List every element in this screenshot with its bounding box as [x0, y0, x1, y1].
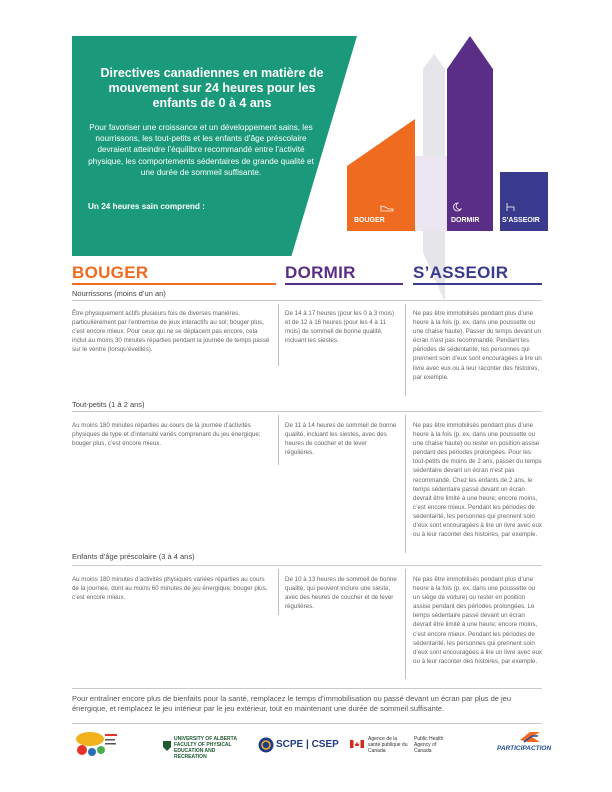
hero-banner [72, 36, 542, 256]
column-divider [405, 569, 406, 679]
column-divider [405, 415, 406, 553]
section-rule [72, 300, 542, 301]
csep-emblem-icon [258, 737, 274, 753]
infants-sit-text: Ne pas être immobilisés pendant plus d’une heure à la fois (p. ex. dans une poussette ou une chaise haute). Passer du temps devant un écran n’est pas recommandé. Pendant les périodes de sédentarité, les personnes qui prennent soin d’eux sont encouragées à lire un livre avec eux ou à leur raconter des histoires, par exemple. [413, 310, 542, 381]
column-divider [278, 415, 279, 465]
column-header-move: BOUGER [72, 263, 149, 282]
infants-sleep-text: De 14 à 17 heures (pour les 0 à 3 mois) et de 12 à 16 heures (pour les 4 à 11 mois) de sommeil de bonne qualité, incluant les siestes. [285, 310, 395, 345]
csep-logo-text: SCPE | CSEP [276, 739, 339, 750]
shoe-icon [380, 204, 394, 212]
participaction-logo-text: PARTICIPACTION [497, 745, 552, 752]
phac-logo-text-en: Public Health Agency of Canada [414, 736, 444, 754]
cheo-logo [72, 730, 118, 760]
hero-subtitle: Un 24 heures sain comprend : [88, 202, 205, 211]
toddlers-sleep-text: De 11 à 14 heures de sommeil de bonne qualité, incluant les siestes, avec des heures de coucher et de lever régulières. [285, 422, 397, 457]
ualberta-crest-icon [162, 740, 172, 752]
moon-icon [452, 202, 462, 212]
preschoolers-sleep-text: De 10 à 13 heures de sommeil de bonne qualité, qui peuvent inclure une sieste, avec des heures de coucher et de lever régulières. [285, 576, 397, 611]
ualberta-logo-text: UNIVERSITY OF ALBERTA FACULTY OF PHYSICAL EDUCATION AND RECREATION [174, 736, 237, 760]
preschoolers-move-text: Au moins 180 minutes d’activités physiques variées réparties au cours de la journée, dont au moins 60 minutes de jeu énergique; bouger plus, c’est encore mieux. [72, 576, 268, 602]
infants-move-text: Être physiquement actifs plusieurs fois de diverses manières, particulièrement par l’entremise de jeux interactifs au sol; bouger plus, c’est encore mieux. Pour ceux qui ne se déplacent pas encore, cela inclut au moins 30 minutes réparties pendant la journée de temps passé sur le ventre (lorsqu’éveillés). [72, 310, 270, 354]
column-rule-sit [413, 283, 542, 285]
footer-rule [72, 688, 542, 689]
participaction-swoosh-icon [518, 730, 542, 744]
preschoolers-sit-text: Ne pas être immobilisés pendant plus d’une heure à la fois (p. ex. dans une poussette ou un siège de voiture) ou rester en position assise pendant des périodes prolongées. Le temps sédentaire passé devant un écran devrait être limité à une heure; encore moins, c’est encore mieux. Pendant les périodes de sédentarité, les personnes qui prennent soin d’eux sont encouragées à lire un livre avec eux ou à leur raconter des histoires, par exemple. [413, 576, 542, 665]
column-header-sit: S’ASSEOIR [413, 263, 509, 282]
move-bar-label: BOUGER [354, 217, 385, 224]
column-header-sleep: DORMIR [285, 263, 356, 282]
column-divider [278, 304, 279, 366]
move-bar [347, 119, 415, 231]
section-rule [72, 565, 542, 566]
section-label-preschoolers: Enfants d’âge préscolaire (3 à 4 ans) [72, 552, 195, 561]
hero-title: Directives canadiennes en matière de mouvement sur 24 heures pour les enfants de 0 à 4 ans [100, 66, 324, 110]
sit-bar-label: S'ASSEOIR [502, 217, 540, 224]
hero-body: Pour favoriser une croissance et un développement sains, les nourrissons, les tout-petits et les enfants d’âge préscolaire devraient atteindre l’équilibre recommandé entre l’activité physique, les comportements sédentaires de grande qualité et une durée de sommeil suffisante. [88, 123, 314, 177]
phac-logo-text-fr: Agence de la santé publique du Canada [368, 736, 408, 754]
footer-note: Pour entraîner encore plus de bienfaits pour la santé, remplacez le temps d’immobilisation ou passé devant un écran par plus de jeu énergique, et remplacez le jeu intérieur par le jeu extérieur, tout en maintenant une durée de sommeil suffisante. [72, 694, 512, 713]
toddlers-move-text: Au moins 180 minutes réparties au cours de la journée d’activités physiques de type et d’intensité variés comprenant du jeu énergique; bouger plus, c’est encore mieux. [72, 422, 261, 448]
section-rule [72, 411, 542, 412]
footer-rule [72, 723, 542, 724]
chair-icon [505, 202, 517, 212]
column-divider [278, 569, 279, 615]
toddlers-sit-text: Ne pas être immobilisés pendant plus d’une heure à la fois (p. ex. dans une poussette ou une chaise haute) ou rester en position assise pendant des périodes prolongées. Pour les tout-petits de moins de 2 ans, passer du temps sédentaire devant un écran n’est pas recommandé. Chez les enfants de 2 ans, le temps sédentaire passé devant un écran devrait être limité à une heure; encore moins, c’est encore mieux. Pendant les périodes de sédentarité, les personnes qui prennent soin d’eux sont encouragées à lire un livre avec eux ou à leur raconter des histoires, par exemple. [413, 422, 542, 539]
decorative-bar-light [415, 156, 447, 231]
section-label-toddlers: Tout-petits (1 à 2 ans) [72, 400, 145, 409]
section-label-infants: Nourrissons (moins d’un an) [72, 289, 166, 298]
canada-flag-icon [350, 740, 364, 748]
sleep-bar-label: DORMIR [451, 217, 480, 224]
column-rule-sleep [285, 283, 403, 285]
column-divider [405, 304, 406, 396]
column-rule-move [72, 283, 276, 285]
